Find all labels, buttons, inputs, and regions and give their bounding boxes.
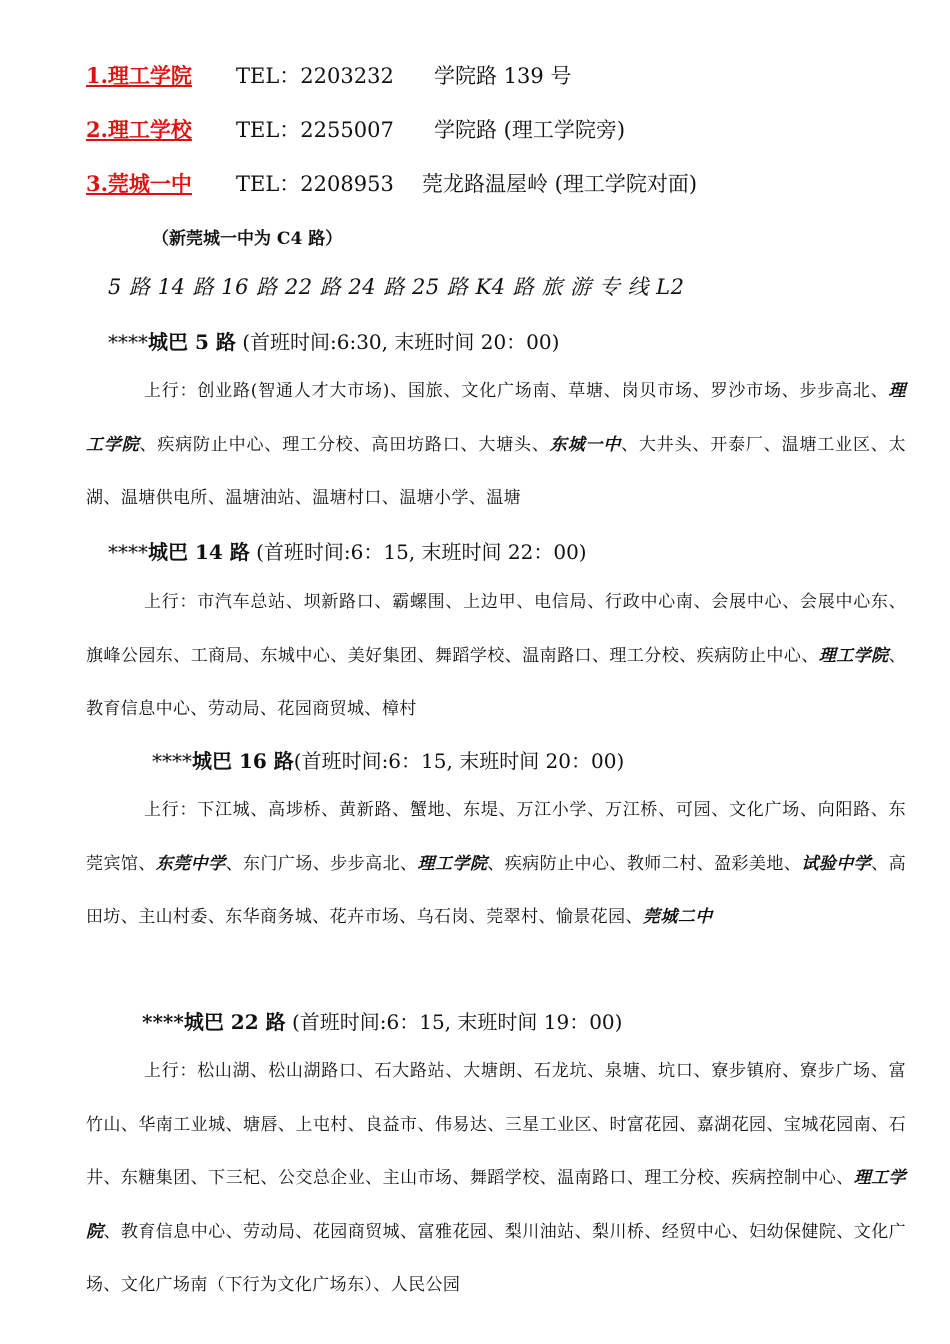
- stop-name: 大塘头: [478, 434, 532, 455]
- stop-separator: 、: [781, 381, 800, 401]
- stop-separator: 、: [103, 488, 121, 508]
- stop-separator: 、: [120, 1114, 139, 1135]
- stop-separator: 、: [587, 1061, 605, 1081]
- new-campus-note: （新莞城一中为 C4 路）: [152, 229, 343, 249]
- school-name-link[interactable]: 1.理工学院: [86, 63, 192, 88]
- stop-name: 东城中心: [260, 645, 331, 666]
- stop-name: 东糖集团: [120, 1168, 191, 1188]
- stop-separator: 、: [120, 907, 139, 927]
- stop-name: 文化广场: [729, 800, 800, 820]
- stop-name: 温南路口: [522, 645, 592, 666]
- stop-name: 主山市场: [382, 1168, 453, 1188]
- stop-name: 樟村: [381, 699, 417, 719]
- stop-separator: 、: [587, 592, 605, 612]
- stop-name: 坑口: [658, 1061, 694, 1081]
- stop-name: 东华商务城: [225, 907, 313, 927]
- stop-name: 黄新路: [339, 800, 393, 820]
- bus-stops-paragraph: [86, 784, 906, 945]
- stop-separator: 、: [468, 907, 487, 927]
- stop-name: 文化广场南: [461, 381, 551, 401]
- stop-separator: 、: [445, 592, 464, 612]
- stop-separator: 、: [531, 434, 550, 455]
- stop-separator: 、: [445, 800, 464, 820]
- bus-heading-schedule: (首班时间:6：15, 末班时间 20：00): [293, 749, 625, 773]
- stop-name: 东莞宾馆: [86, 800, 907, 874]
- stop-name: 会展中心东: [800, 592, 889, 612]
- stop-separator: 、: [731, 1221, 750, 1242]
- route-list: 5 路 14 路 16 路 22 路 24 路 25 路 K4 路 旅 游 专 线 L2: [108, 275, 685, 299]
- bus-heading: [152, 745, 624, 774]
- stop-separator: 、: [190, 1168, 209, 1188]
- school-name-link[interactable]: 2.理工学校: [86, 117, 192, 142]
- stop-name: 东门广场: [243, 853, 313, 874]
- stop-separator: 、: [373, 1275, 391, 1295]
- stop-separator: 、: [888, 645, 906, 666]
- stop-separator: 、: [139, 434, 158, 455]
- stop-name: 罗沙市场: [710, 381, 782, 401]
- stop-name: 妇幼保健院: [749, 1221, 837, 1242]
- bus-heading-prefix: ****: [152, 749, 192, 773]
- stop-separator: 、: [870, 1061, 889, 1081]
- stop-separator: 、: [374, 592, 393, 612]
- stop-name: 经贸中心: [661, 1221, 732, 1242]
- stop-separator: 、: [693, 592, 712, 612]
- stop-separator: 、: [711, 800, 730, 820]
- stop-name: 温塘: [486, 488, 522, 508]
- school-address: 学院路 (理工学院旁): [434, 118, 626, 142]
- stop-separator: 、: [389, 381, 409, 401]
- school-row: [86, 60, 886, 90]
- stop-name: 寮步镇府: [711, 1061, 783, 1081]
- stop-separator: 、: [603, 381, 622, 401]
- stop-separator: 、: [591, 645, 610, 666]
- stop-separator: 、: [888, 592, 907, 612]
- stop-separator: 、: [417, 1114, 435, 1135]
- stop-separator: 、: [330, 645, 348, 666]
- stop-separator: 、: [399, 907, 417, 927]
- direction-label: 上行：: [144, 592, 198, 612]
- stop-name: 宝城花园南: [783, 1114, 872, 1135]
- stop-name: 舞蹈学校: [434, 645, 505, 666]
- stop-name: 理工分校: [644, 1168, 715, 1188]
- stop-name: 舞蹈学校: [469, 1168, 540, 1188]
- stop-name: 草塘: [568, 381, 604, 401]
- stop-separator: 、: [516, 592, 535, 612]
- stop-separator: 、: [644, 1221, 662, 1242]
- stop-name: 梨川油站: [504, 1221, 575, 1242]
- stop-name: 嘉湖花园: [696, 1114, 767, 1135]
- stop-separator: 、: [696, 853, 715, 874]
- stop-separator: 、: [626, 1168, 645, 1188]
- stop-name: 疾病防止中心: [157, 434, 265, 455]
- stop-separator: 、: [173, 645, 191, 666]
- stop-separator: 、: [445, 1061, 464, 1081]
- stop-name: 塘唇: [243, 1114, 278, 1135]
- stop-separator: 、: [277, 1114, 296, 1135]
- stop-separator: 、: [870, 800, 889, 820]
- stop-name: 石井: [86, 1114, 907, 1188]
- stop-separator: 、: [487, 853, 505, 874]
- stop-separator: 、: [468, 488, 487, 508]
- stop-name: 泉塘: [604, 1061, 641, 1081]
- stop-separator: 、: [801, 645, 819, 666]
- stop-name: 石大路站: [374, 1061, 446, 1081]
- stop-name: 温塘工业区: [781, 434, 871, 455]
- stop-name: 疾病防止中心: [696, 645, 802, 666]
- stop-name: 莞翠村: [486, 907, 539, 927]
- stop-name: 大塘朗: [463, 1061, 517, 1081]
- stop-separator: 、: [400, 853, 418, 874]
- stop-separator: 、: [225, 1221, 244, 1242]
- stop-separator: 、: [443, 381, 462, 401]
- stop-name: 万江小学: [516, 800, 588, 820]
- stop-separator: 、: [836, 1221, 854, 1242]
- stop-name: 主山村委: [138, 907, 208, 927]
- bus-stops-paragraph: [86, 576, 906, 737]
- stop-separator: 、: [321, 800, 340, 820]
- stop-separator: 、: [365, 1168, 383, 1188]
- stop-separator: 、: [658, 800, 676, 820]
- stop-name: 美好集团: [347, 645, 418, 666]
- school-row: [86, 114, 886, 144]
- stop-separator: 、: [264, 434, 283, 455]
- stop-separator: 、: [782, 1061, 800, 1081]
- stop-name-highlight: 理工学院: [86, 1168, 906, 1242]
- stop-separator: 、: [609, 853, 627, 874]
- stop-separator: 、: [783, 853, 802, 874]
- stop-name-highlight: 理工学院: [86, 381, 906, 455]
- stop-separator: 、: [692, 434, 711, 455]
- school-address: 莞龙路温屋岭 (理工学院对面): [422, 172, 698, 196]
- stop-separator: 、: [487, 1221, 505, 1242]
- stop-name: 伟易达: [434, 1114, 488, 1135]
- bus-heading-prefix: ****: [108, 330, 148, 354]
- stop-separator: 、: [621, 434, 639, 455]
- stop-name-highlight: 东城一中: [549, 434, 622, 455]
- stop-separator: 、: [356, 1061, 375, 1081]
- stop-name: 花园商贸城: [277, 699, 365, 719]
- stop-separator: 、: [763, 434, 782, 455]
- bus-stops-paragraph: [86, 1045, 906, 1313]
- stop-separator: 、: [353, 434, 372, 455]
- stop-name: 高埗桥: [268, 800, 322, 820]
- stop-separator: 、: [452, 1168, 470, 1188]
- stop-name: 富竹山: [86, 1061, 907, 1135]
- stop-name: 创业路(智通人才大市场): [197, 381, 390, 401]
- stop-name: 蟹地: [409, 800, 446, 820]
- stop-separator: 、: [285, 592, 304, 612]
- bus-heading-schedule: (首班时间:6：15, 末班时间 19：00): [285, 1010, 623, 1034]
- stop-name-highlight: 东莞中学: [155, 853, 226, 874]
- stop-name: 劳动局: [243, 1221, 296, 1242]
- bus-heading-title: 城巴 22 路: [183, 1010, 286, 1034]
- stop-name: 乌石岗: [416, 907, 469, 927]
- direction-label: 上行：: [144, 800, 198, 820]
- stop-name: 霸螺围: [392, 592, 446, 612]
- school-row: [86, 168, 886, 198]
- stop-separator: 、: [190, 699, 208, 719]
- stop-name: 大井头: [638, 434, 693, 455]
- school-tel: TEL：2203232: [236, 64, 394, 88]
- stop-separator: 、: [836, 1168, 854, 1188]
- stop-separator: 、: [498, 800, 517, 820]
- stop-name: 文化广场: [86, 1221, 907, 1295]
- bus-heading: [108, 536, 587, 565]
- stop-separator: 、: [312, 907, 330, 927]
- stop-name-highlight: 理工学院: [417, 853, 488, 874]
- stop-separator: 、: [103, 1221, 121, 1242]
- stop-name: 万江桥: [604, 800, 659, 820]
- stop-separator: 、: [504, 645, 523, 666]
- stop-name: 三星工业区: [504, 1114, 592, 1135]
- stop-name: 寮步广场: [799, 1061, 871, 1081]
- stop-name: 上边甲: [463, 592, 517, 612]
- stop-separator: 、: [260, 1168, 278, 1188]
- school-tel: TEL：2208953: [236, 172, 394, 196]
- stop-name: 松山湖: [197, 1061, 251, 1081]
- bus-heading-title: 城巴 5 路: [148, 330, 236, 354]
- stop-name: 石龙坑: [534, 1061, 588, 1081]
- stop-separator: 、: [312, 853, 331, 874]
- stop-name: 盈彩美地: [714, 853, 784, 874]
- stop-name: 松山湖路口: [268, 1061, 357, 1081]
- stop-name: 东堤: [463, 800, 499, 820]
- school-tel: TEL：2255007: [236, 118, 394, 142]
- stop-separator: 、: [870, 434, 889, 455]
- stop-separator: 、: [714, 1168, 732, 1188]
- stop-name: 教育信息中心: [120, 1221, 226, 1242]
- stop-separator: 、: [103, 1168, 121, 1188]
- stop-name: 温南路口: [557, 1168, 627, 1188]
- stop-name: 温塘小学: [399, 488, 469, 508]
- stop-name: 电信局: [534, 592, 588, 612]
- stop-name: 旗峰公园东: [86, 645, 174, 666]
- stop-separator: 、: [640, 1061, 659, 1081]
- stop-name: 坝新路口: [303, 592, 375, 612]
- stop-name: 梨川桥: [592, 1221, 645, 1242]
- stop-name: 高田坊路口: [371, 434, 461, 455]
- stop-name: 华南工业城: [138, 1114, 226, 1135]
- stop-name: 可园: [675, 800, 712, 820]
- stop-separator: 、: [679, 1114, 697, 1135]
- stop-separator: 、: [207, 907, 226, 927]
- stop-separator: 、: [487, 1114, 505, 1135]
- stop-name: 步步高北: [330, 853, 401, 874]
- stop-name: 花园商贸城: [312, 1221, 401, 1242]
- stop-separator: 、: [400, 1221, 418, 1242]
- stop-separator: 、: [625, 907, 643, 927]
- bus-heading-schedule: (首班时间:6：15, 末班时间 22：00): [249, 540, 587, 564]
- stop-separator: 、: [294, 488, 313, 508]
- stop-name: 文化广场南（下行为文化广场东）: [120, 1275, 374, 1295]
- stop-separator: 、: [225, 1114, 244, 1135]
- bus-stops-paragraph: [86, 365, 906, 526]
- stop-name: 人民公园: [390, 1275, 461, 1295]
- stop-separator: 、: [592, 1114, 610, 1135]
- stop-name: 岗贝市场: [621, 381, 693, 401]
- bus-heading-title: 城巴 16 路: [192, 749, 294, 773]
- stop-name: 工商局: [190, 645, 244, 666]
- stop-separator: 、: [766, 1114, 784, 1135]
- stop-separator: 、: [692, 381, 711, 401]
- stop-name: 太湖: [86, 434, 907, 508]
- stop-name: 会展中心: [711, 592, 783, 612]
- stop-name: 公交总企业: [277, 1168, 366, 1188]
- bus-heading-title: 城巴 14 路: [148, 540, 250, 564]
- stop-separator: 、: [243, 645, 261, 666]
- stop-name: 富雅花园: [417, 1221, 488, 1242]
- stop-separator: 、: [103, 1275, 121, 1295]
- stop-name: 劳动局: [207, 699, 261, 719]
- stop-separator: 、: [417, 645, 435, 666]
- stop-name: 疾病防止中心: [504, 853, 610, 874]
- stop-separator: 、: [250, 800, 269, 820]
- bus-heading-prefix: ****: [142, 1010, 184, 1034]
- stop-name: 高田坊: [86, 853, 906, 927]
- stop-name: 愉景花园: [555, 907, 626, 927]
- stop-separator: 、: [871, 853, 889, 874]
- stop-name: 温塘油站: [225, 488, 295, 508]
- stop-name: 下江城: [197, 800, 251, 820]
- stop-separator: 、: [679, 645, 697, 666]
- stop-name-highlight: 莞城二中: [642, 907, 713, 927]
- stop-separator: 、: [295, 1221, 313, 1242]
- school-address: 学院路 139 号: [434, 64, 572, 88]
- stop-name: 向阳路: [817, 800, 871, 820]
- stop-name: 教育信息中心: [86, 699, 191, 719]
- direction-label: 上行：: [144, 381, 198, 401]
- school-name-link[interactable]: 3.莞城一中: [86, 171, 192, 196]
- direction-label: 上行：: [144, 1061, 198, 1081]
- stop-separator: 、: [516, 1061, 535, 1081]
- stop-separator: 、: [381, 488, 400, 508]
- stop-separator: 、: [870, 381, 889, 401]
- stop-separator: 、: [347, 1114, 366, 1135]
- stop-name: 开泰厂: [710, 434, 764, 455]
- stop-separator: 、: [693, 1061, 712, 1081]
- stop-name: 理工分校: [282, 434, 354, 455]
- stop-name: 温塘供电所: [120, 488, 208, 508]
- stop-name: 国旅: [408, 381, 444, 401]
- stop-name: 下三杞: [208, 1168, 261, 1188]
- stop-separator: 、: [260, 699, 278, 719]
- bus-heading-prefix: ****: [108, 540, 148, 564]
- stop-name: 花卉市场: [329, 907, 400, 927]
- bus-heading-schedule: (首班时间:6:30, 末班时间 20：00): [235, 330, 560, 354]
- stop-name: 良益市: [365, 1114, 418, 1135]
- bus-heading: [108, 326, 559, 355]
- stop-separator: 、: [539, 1168, 558, 1188]
- stop-separator: 、: [871, 1114, 889, 1135]
- stop-name: 温塘村口: [312, 488, 382, 508]
- stop-name: 教师二村: [626, 853, 697, 874]
- stop-separator: 、: [225, 853, 244, 874]
- stop-name: 行政中心南: [604, 592, 694, 612]
- stop-separator: 、: [138, 853, 156, 874]
- stop-separator: 、: [364, 699, 382, 719]
- stop-name: 疾病控制中心: [731, 1168, 837, 1188]
- stop-name: 上屯村: [295, 1114, 348, 1135]
- stop-name: 时富花园: [609, 1114, 680, 1135]
- stop-separator: 、: [460, 434, 479, 455]
- stop-separator: 、: [392, 800, 410, 820]
- stop-name-highlight: 理工学院: [818, 645, 889, 666]
- stop-name: 理工分校: [609, 645, 680, 666]
- stop-name: 市汽车总站: [197, 592, 286, 612]
- stop-separator: 、: [250, 1061, 269, 1081]
- stop-separator: 、: [587, 800, 605, 820]
- bus-heading: [142, 1006, 622, 1035]
- stop-separator: 、: [574, 1221, 593, 1242]
- stop-separator: 、: [782, 592, 801, 612]
- stop-separator: 、: [799, 800, 818, 820]
- stop-name: 步步高北: [799, 381, 871, 401]
- stop-separator: 、: [207, 488, 226, 508]
- stop-name-highlight: 试验中学: [801, 853, 872, 874]
- stop-separator: 、: [550, 381, 569, 401]
- stop-separator: 、: [538, 907, 556, 927]
